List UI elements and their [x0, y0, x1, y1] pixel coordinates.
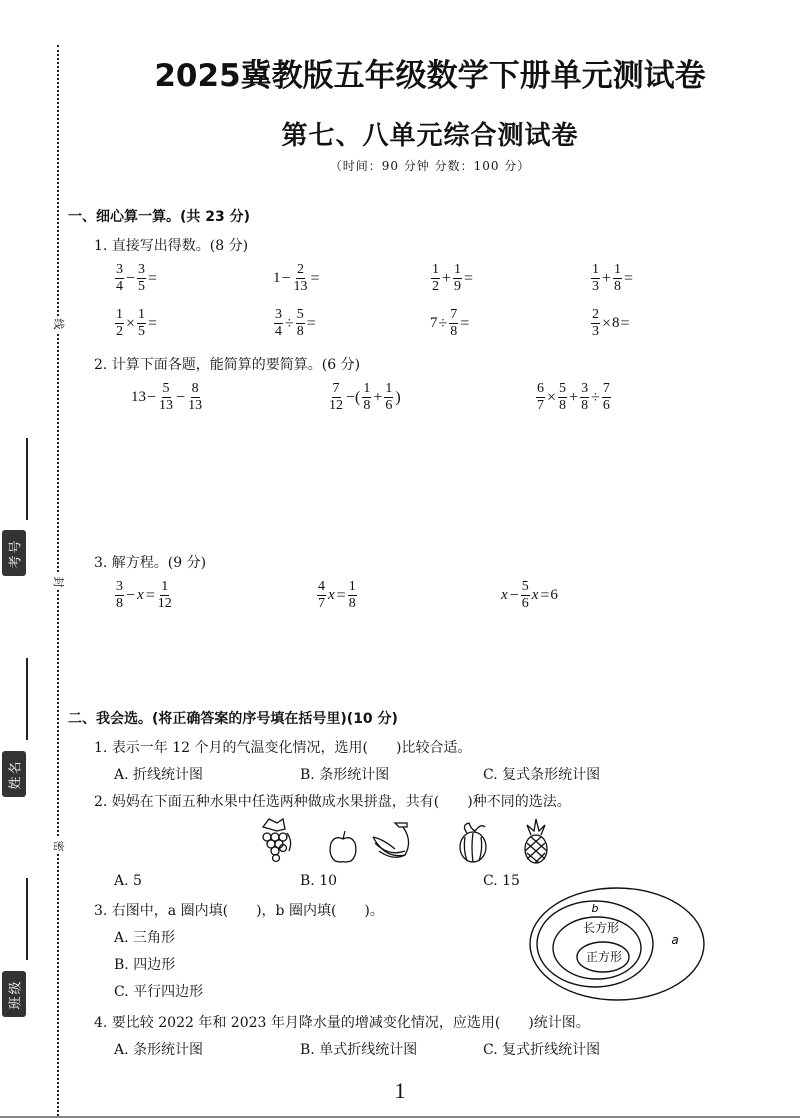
s1-q1-item-2: 1 − $\frac{2}{13}$ = — [273, 262, 320, 294]
binding-char-feng: 封 — [50, 574, 66, 590]
venn-label-a: a — [671, 933, 679, 947]
s1-q3-item-1: $\frac{3}{8}$ − x = $\frac{1}{12}$ — [116, 579, 172, 611]
s2-q1-option-c: C. 复式条形统计图 — [483, 767, 601, 783]
s2-q2-option-b: B. 10 — [300, 873, 338, 889]
s2-q4-option-c: C. 复式折线统计图 — [483, 1042, 601, 1058]
grapes-icon — [263, 819, 291, 862]
s1-q1-item-5: $\frac{1}{2}$ × $\frac{1}{5}$ = — [116, 307, 158, 339]
exam-number-label: 考号 — [2, 530, 26, 576]
page-subtitle: 第七、八单元综合测试卷 — [281, 121, 579, 151]
fruit-illustrations — [255, 815, 565, 865]
s1-q1-label: 1. 直接写出得数。(8 分) — [94, 238, 249, 254]
s1-q1-item-4: $\frac{1}{3}$ + $\frac{1}{8}$ = — [592, 262, 634, 294]
s1-q2-item-1: 13 − $\frac{5}{13}$ − $\frac{8}{13}$ — [131, 381, 203, 413]
exam-number-blank[interactable] — [26, 438, 28, 520]
s2-q2-option-c: C. 15 — [483, 873, 520, 889]
s1-q3-label: 3. 解方程。(9 分) — [94, 555, 207, 571]
s1-q1-item-3: $\frac{1}{2}$ + $\frac{1}{9}$ = — [432, 262, 474, 294]
name-label: 姓名 — [2, 751, 26, 797]
s2-q4-option-a: A. 条形统计图 — [114, 1042, 204, 1058]
pineapple-icon — [525, 819, 547, 863]
s2-q2-option-a: A. 5 — [114, 873, 142, 889]
binding-char-xian: 线 — [50, 316, 66, 332]
s1-q3-item-3: x − $\frac{5}{6}$ x = 6 — [501, 579, 558, 611]
page-number: 1 — [394, 1078, 406, 1103]
venn-label-square: 正方形 — [585, 950, 623, 964]
watermelon-icon — [460, 823, 486, 862]
s2-q1-label: 1. 表示一年 12 个月的气温变化情况，选用( )比较合适。 — [94, 740, 472, 756]
s2-q3-option-a: A. 三角形 — [114, 930, 176, 946]
class-blank[interactable] — [26, 878, 28, 960]
binding-char-mi: 密 — [50, 838, 66, 854]
s2-q1-option-b: B. 条形统计图 — [300, 767, 390, 783]
s1-q2-item-3: $\frac{6}{7}$ × $\frac{5}{8}$ + $\frac{3}{8}$ ÷ $\frac{7}{6}$ — [537, 381, 610, 413]
s1-q1-item-1: $\frac{3}{4}$ − $\frac{3}{5}$ = — [116, 262, 158, 294]
section-1-heading: 一、细心算一算。(共 23 分) — [68, 209, 251, 225]
s2-q3-option-b: B. 四边形 — [114, 957, 176, 973]
venn-label-b: b — [591, 902, 599, 915]
venn-label-rectangle: 长方形 — [582, 921, 620, 935]
s2-q1-option-a: A. 折线统计图 — [114, 767, 204, 783]
s2-q3-label: 3. 右图中，a 圈内填( )，b 圈内填( )。 — [94, 903, 384, 919]
s2-q4-option-b: B. 单式折线统计图 — [300, 1042, 418, 1058]
apple-icon — [330, 831, 356, 862]
s1-q1-item-8: $\frac{2}{3}$ × 8 = — [592, 307, 630, 339]
exam-meta: （时间：90 分钟 分数：100 分） — [329, 159, 531, 173]
s1-q1-item-7: 7 ÷ $\frac{7}{8}$ = — [430, 307, 470, 339]
s1-q1-item-6: $\frac{3}{4}$ ÷ $\frac{5}{8}$ = — [275, 307, 316, 339]
s1-q2-item-2: $\frac{7}{12}$ −( $\frac{1}{8}$ + $\frac{1}{6}$ ) — [329, 381, 401, 413]
s1-q3-item-2: $\frac{4}{7}$ x = $\frac{1}{8}$ — [318, 579, 356, 611]
name-blank[interactable] — [26, 658, 28, 740]
class-label: 班级 — [2, 971, 26, 1017]
s1-q2-label: 2. 计算下面各题，能简算的要简算。(6 分) — [94, 357, 361, 373]
s2-q2-label: 2. 妈妈在下面五种水果中任选两种做成水果拼盘，共有( )种不同的选法。 — [94, 794, 571, 810]
banana-icon — [373, 823, 409, 857]
venn-diagram — [525, 880, 720, 1010]
s2-q4-label: 4. 要比较 2022 年和 2023 年月降水量的增减变化情况，应选用( )统计图。 — [94, 1015, 590, 1031]
section-2-heading: 二、我会选。(将正确答案的序号填在括号里)(10 分) — [68, 711, 398, 727]
page-title: 2025冀教版五年级数学下册单元测试卷 — [154, 58, 706, 94]
s2-q3-option-c: C. 平行四边形 — [114, 984, 204, 1000]
